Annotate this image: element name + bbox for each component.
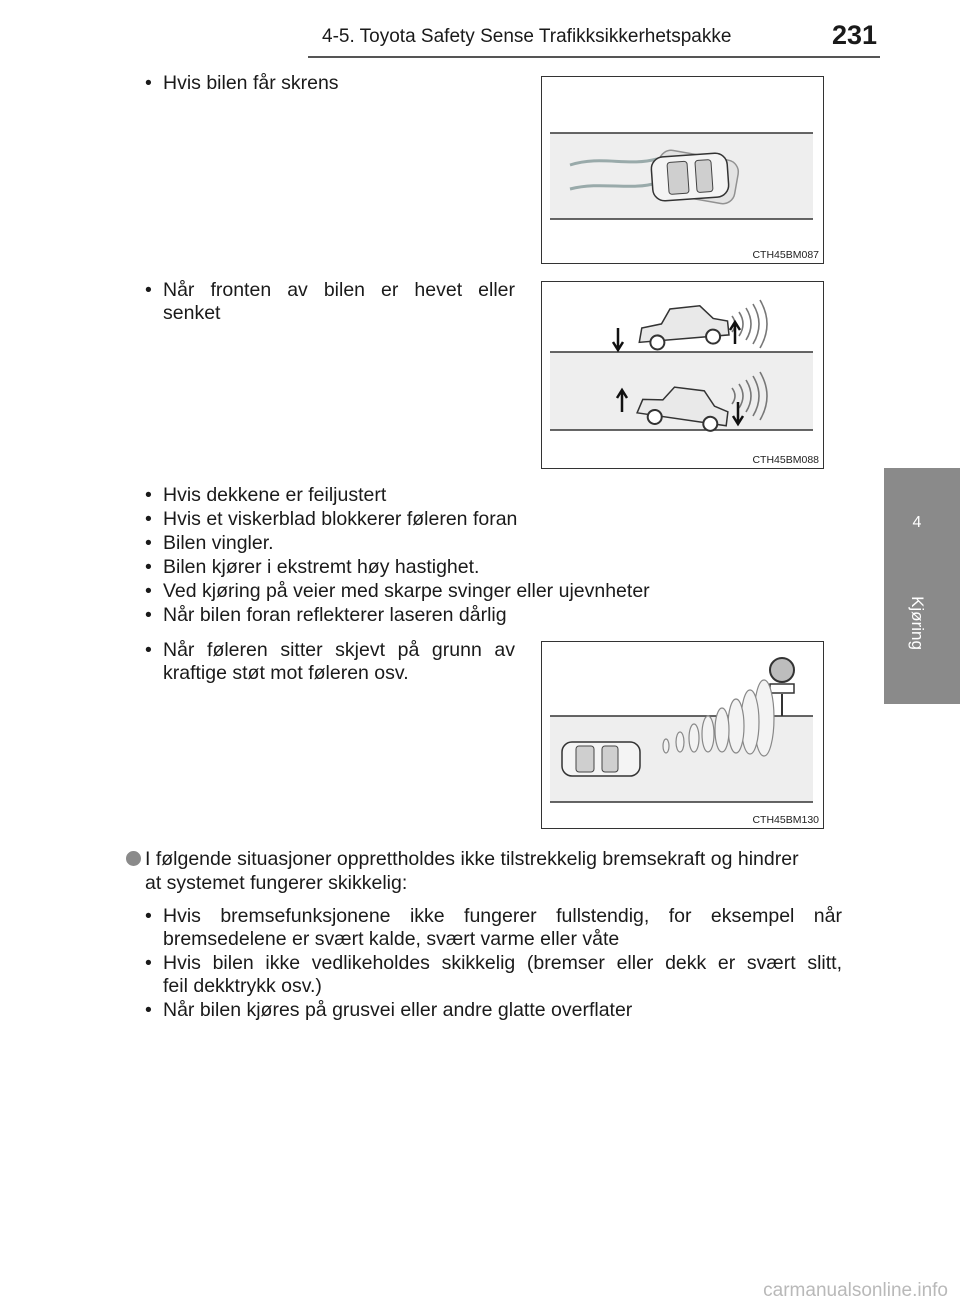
list-item-text: Ved kjøring på veier med skarpe svinger eller ujevnheter: [163, 580, 650, 602]
header-rule: [308, 56, 880, 58]
header-title: 4-5. Toyota Safety Sense Trafikksikkerhetspakke: [322, 26, 732, 47]
bullet-dot: •: [145, 580, 152, 602]
bullet-dot: •: [145, 72, 152, 94]
list-item-text: Bilen kjører i ekstremt høy hastighet.: [163, 556, 480, 578]
section-intro-line2: at systemet fungerer skikkelig:: [145, 872, 408, 894]
list-item-text: Hvis bremsefunksjonene ikke fungerer fullstendig, for eksempel når: [163, 905, 842, 927]
bullet-dot: •: [145, 484, 152, 506]
list-item-text-continued: bremsedelene er svært kalde, svært varme eller våte: [163, 928, 620, 950]
chapter-number: 4: [912, 514, 922, 531]
figure-code: CTH45BM088: [752, 454, 819, 466]
figure-pitch: [541, 281, 824, 469]
chapter-label: Kjøring: [908, 596, 927, 650]
bullet-dot: •: [145, 905, 152, 927]
skid-illustration: [542, 77, 825, 265]
chapter-tab: [884, 468, 960, 704]
list-item-text: Hvis dekkene er feiljustert: [163, 484, 387, 506]
list-item-text-continued: feil dekktrykk osv.): [163, 975, 322, 997]
list-item-text: Hvis et viskerblad blokkerer føleren foran: [163, 508, 518, 530]
figure-code: CTH45BM087: [752, 249, 819, 261]
section-intro-line1: I følgende situasjoner opprettholdes ikke tilstrekkelig bremsekraft og hindrer: [145, 848, 799, 870]
list-item-text: Når føleren sitter skjevt på grunn av: [163, 639, 515, 661]
bullet-dot: •: [145, 279, 152, 301]
sensor-illustration: [542, 642, 825, 830]
list-item-text: Hvis bilen ikke vedlikeholdes skikkelig (bremser eller dekk er svært slitt,: [163, 952, 842, 974]
bullet-dot: •: [145, 556, 152, 578]
section-bullet-icon: [126, 851, 141, 866]
bullet-dot: •: [145, 999, 152, 1021]
bullet-dot: •: [145, 604, 152, 626]
list-item-text: Når bilen kjøres på grusvei eller andre glatte overflater: [163, 999, 633, 1021]
bullet-dot: •: [145, 532, 152, 554]
list-item-text-continued: senket: [163, 302, 221, 324]
bullet-dot: •: [145, 639, 152, 661]
list-item-text-continued: kraftige støt mot føleren osv.: [163, 662, 409, 684]
list-item-text: Hvis bilen får skrens: [163, 72, 339, 94]
figure-code: CTH45BM130: [752, 814, 819, 826]
figure-skid: [541, 76, 824, 264]
bullet-dot: •: [145, 508, 152, 530]
watermark: carmanualsonline.info: [763, 1280, 948, 1301]
bullet-dot: •: [145, 952, 152, 974]
list-item-text: Bilen vingler.: [163, 532, 274, 554]
list-item-text: Når bilen foran reflekterer laseren dårlig: [163, 604, 507, 626]
figure-sensor: [541, 641, 824, 829]
pitch-illustration: [542, 282, 825, 470]
page-number: 231: [832, 20, 878, 50]
list-item-text: Når fronten av bilen er hevet eller: [163, 279, 515, 301]
